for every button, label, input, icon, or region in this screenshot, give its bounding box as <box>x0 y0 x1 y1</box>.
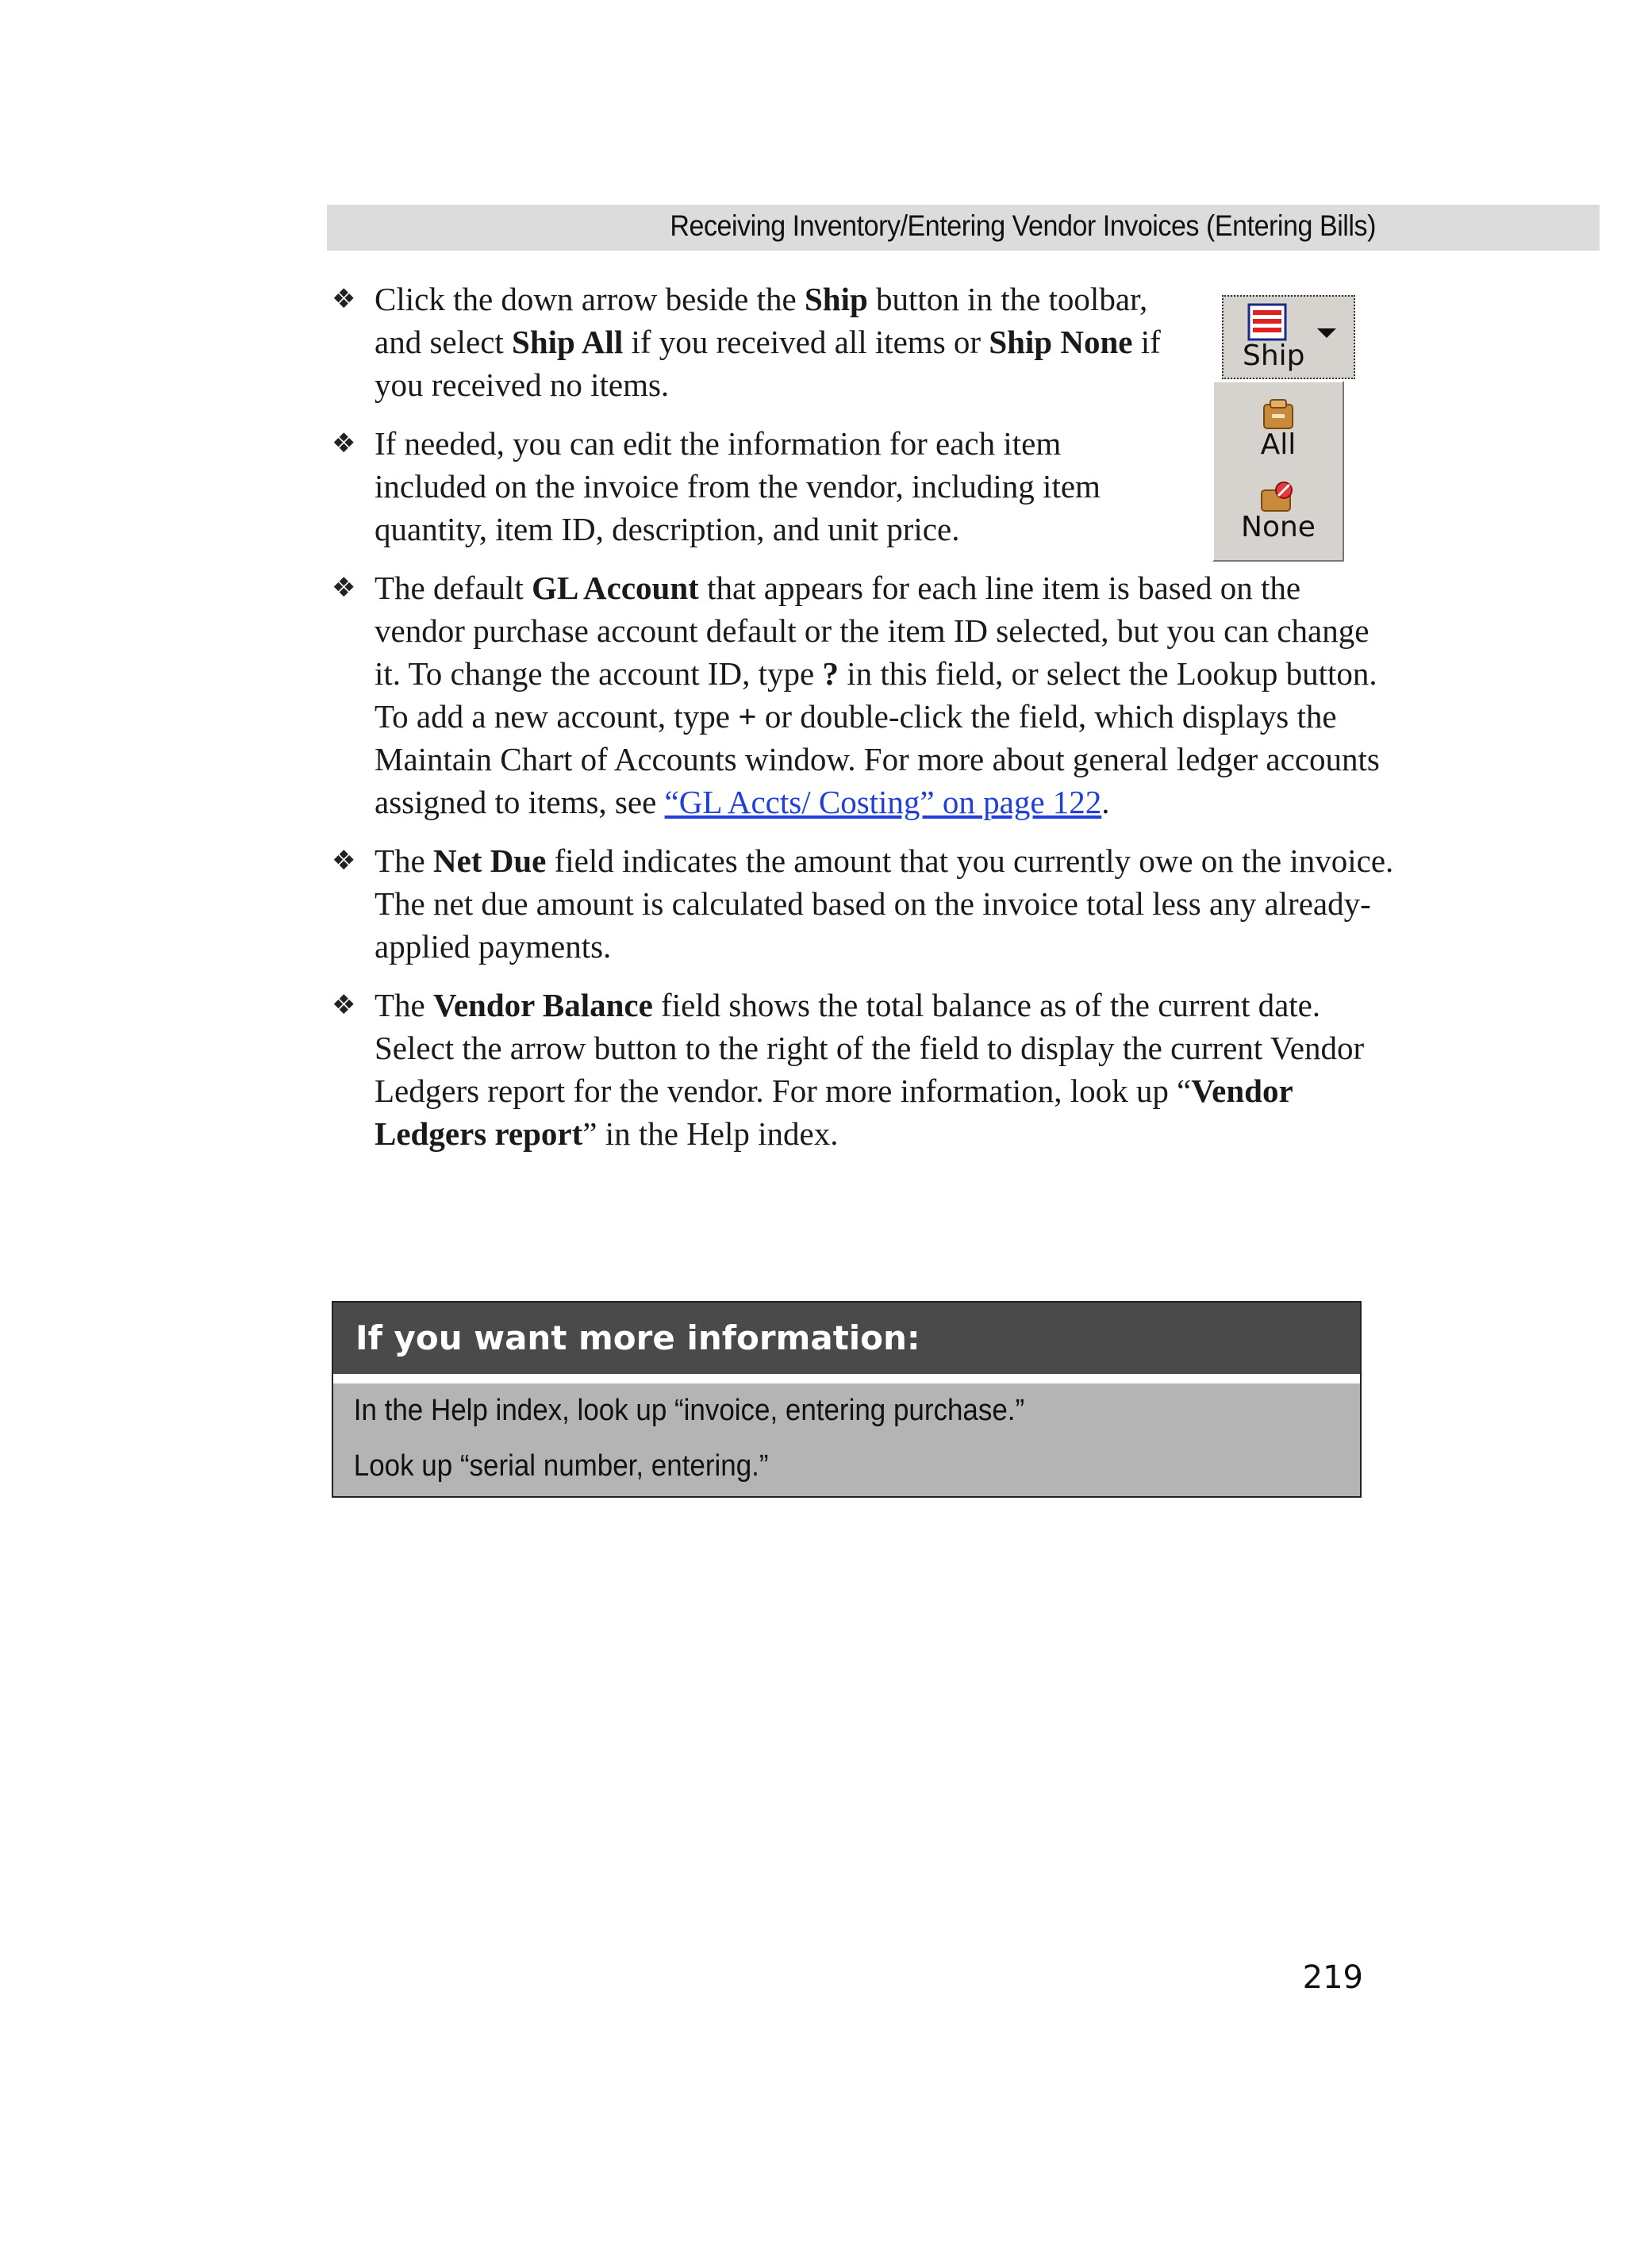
bullet-edit-items: ❖ If needed, you can edit the information for each item included on the invoice from the vendor, including item quantity, item ID, description, and unit price. <box>332 422 1152 551</box>
bullet-icon: ❖ <box>332 989 356 1021</box>
bullet-list <box>332 278 1394 1171</box>
bullet-icon: ❖ <box>332 283 356 315</box>
more-info-line: Look up “serial number, entering.” <box>353 1449 769 1483</box>
menu-item-ship-none-label: None <box>1241 511 1316 543</box>
running-head <box>327 205 1600 251</box>
bullet-gl-account: ❖ The default GL Account that appears for each line item is based on the vendor purchase account default or the item ID selected, but you can change it. To change the account ID, type ? in this field, or select the Lookup button. To add a new account, type + or double-click the field, which displays the Maintain Chart of Accounts window. For more about general ledger accounts assigned to items, see “GL Accts/ Costing” on page 122. <box>332 566 1386 823</box>
more-info-box <box>332 1301 1362 1498</box>
more-info-line: In the Help index, look up “invoice, entering purchase.” <box>353 1394 1025 1427</box>
bullet-net-due: ❖ The Net Due field indicates the amount that you currently owe on the invoice. The net due amount is calculated based on the invoice total less any already-applied payments. <box>332 839 1398 968</box>
gl-accts-costing-link[interactable]: “GL Accts/ Costing” on page 122 <box>664 784 1102 820</box>
bullet-icon: ❖ <box>332 428 356 459</box>
menu-item-ship-all-label: All <box>1260 428 1297 461</box>
page-number: 219 <box>1302 1959 1363 1996</box>
bullet-icon: ❖ <box>332 845 356 877</box>
bullet-icon: ❖ <box>332 572 356 604</box>
running-head-text: Receiving Inventory/Entering Vendor Invoices (Entering Bills) <box>670 209 1376 242</box>
bullet-ship: ❖ Click the down arrow beside the Ship button in the toolbar, and select Ship All if you received all items or Ship None if you received no items. <box>332 278 1168 406</box>
more-info-heading: If you want more information: <box>333 1303 1360 1383</box>
bullet-vendor-balance: ❖ The Vendor Balance field shows the total balance as of the current date. Select the arrow button to the right of the field to display the current Vendor Ledgers report for the vendor. For more information, look up “Vendor Ledgers report” in the Help index. <box>332 984 1402 1155</box>
ship-button-label: Ship <box>1243 340 1305 372</box>
